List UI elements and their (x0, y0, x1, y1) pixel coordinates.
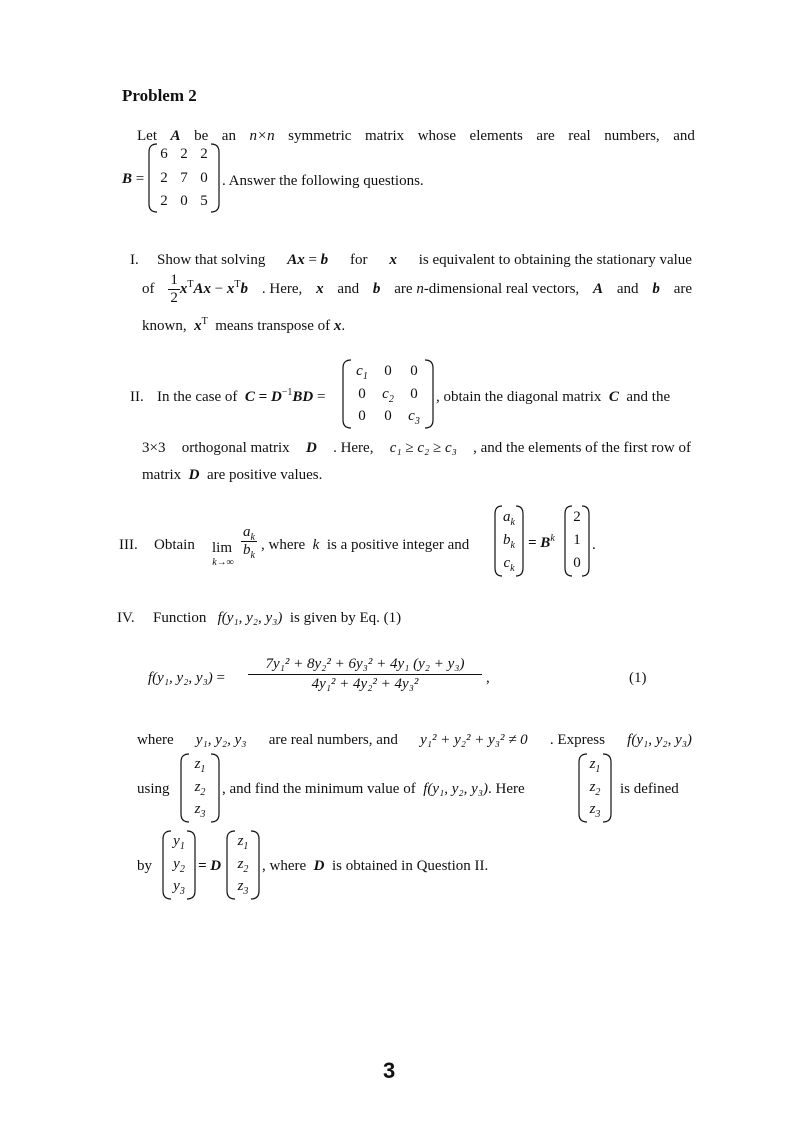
q4-roman: IV. (117, 610, 135, 626)
equation-denominator: 4y₁² + 4y₂² + 4y₃² (311, 676, 419, 692)
vector-abc (494, 504, 524, 578)
matrix-cell: 0 (384, 408, 392, 424)
q2-lhs: In the case of $C = D^{-1}BD$ = (157, 387, 326, 405)
vector-z-2 (578, 752, 612, 824)
q4-where-d: , where D is obtained in Question II. (262, 858, 489, 874)
matrix-cell: 7 (180, 170, 188, 186)
matrix-cell: 0 (358, 386, 366, 402)
vector-210 (564, 504, 590, 578)
q4-intro: Function f(y₁, y₂, y₃) is given by Eq. (1) (153, 610, 402, 626)
q2-line3: matrix D are positive values. (142, 467, 323, 483)
vector-entry: $z_1$ (237, 833, 249, 852)
vector-entry: $y_2$ (173, 856, 185, 875)
equation-comma: , (486, 670, 490, 686)
q4-defined: is defined (620, 781, 679, 797)
q3-eq-b: = $B^k$ (528, 533, 555, 551)
equation-number: (1) (629, 670, 647, 686)
matrix-b (148, 142, 220, 214)
q2-roman: II. (130, 389, 144, 405)
vector-y (162, 829, 196, 901)
q2-line2: 3×3 orthogonal matrix D . Here, c₁ ≥ c₂ ≥ c₃ , and the elements of the first row of (142, 440, 691, 456)
word: be (194, 128, 209, 144)
matrix-cell: $c_1$ (356, 363, 368, 382)
problem-heading: Problem 2 (122, 86, 197, 105)
q4-by: by (137, 858, 152, 874)
vector-z (180, 752, 220, 824)
page-number: 3 (383, 1058, 396, 1083)
vector-z-3 (226, 829, 260, 901)
vector-entry: $z_3$ (194, 801, 206, 820)
matrix-a-symbol: A (170, 128, 181, 144)
limit-operator: lim (211, 540, 232, 556)
vector-entry: $c_k$ (503, 555, 515, 574)
word: an (221, 128, 236, 144)
word: elements (469, 128, 523, 144)
matrix-b-label: B = (122, 171, 145, 187)
vector-entry: $a_k$ (503, 509, 515, 528)
q3-period: . (592, 537, 596, 553)
matrix-cell: 2 (180, 146, 188, 162)
intro-answer-text: . Answer the following questions. (222, 173, 424, 189)
word: real (568, 128, 591, 144)
matrix-cell: $c_2$ (382, 386, 394, 405)
equation-lhs: f(y₁, y₂, y₃) = (148, 670, 225, 686)
equation-numerator: 7y₁² + 8y₂² + 6y₃² + 4y₁ (y₂ + y₃) (248, 656, 482, 675)
q1-line3: known, $x^T$ means transpose of x. (142, 316, 346, 334)
matrix-cell: 0 (410, 386, 418, 402)
q4-find: , and find the minimum value of f(y₁, y₂, y₃). Here (222, 781, 525, 797)
equation-fraction (248, 656, 482, 693)
matrix-cell: 2 (200, 146, 208, 162)
matrix-cell: 2 (160, 193, 168, 209)
q3-obtain: Obtain (154, 537, 195, 553)
vector-entry: $z_1$ (589, 756, 601, 775)
word: numbers, (604, 128, 660, 144)
matrix-c (342, 358, 434, 430)
q3-tail: , where k is a positive integer and (261, 537, 470, 553)
vector-entry: $z_3$ (237, 878, 249, 897)
vector-entry: 0 (573, 555, 581, 571)
word: Let (137, 128, 157, 144)
q4-using: using (137, 781, 170, 797)
vector-entry: $z_2$ (589, 779, 601, 798)
matrix-cell: 0 (200, 170, 208, 186)
word: symmetric (288, 128, 352, 144)
half-fraction: $\frac{1}{2}$ (170, 272, 178, 306)
q4-where-line: where y₁, y₂, y₃ are real numbers, and y₁² + y₂² + y₃² ≠ 0 . Express f(y₁, y₂, y₃) (137, 732, 692, 748)
matrix-cell: 0 (384, 363, 392, 379)
limit-subscript: k→∞ (212, 557, 234, 568)
matrix-cell: $c_3$ (408, 408, 420, 427)
vector-entry: $z_3$ (589, 801, 601, 820)
q2-tail: , obtain the diagonal matrix C and the (436, 389, 671, 405)
vector-entry: $b_k$ (503, 532, 515, 551)
vector-entry: $z_2$ (194, 779, 206, 798)
word: matrix (365, 128, 405, 144)
q1-line2: of $\frac{1}{2}$ $x^TAx - x^Tb$ . Here, x and b are n-dimensional real vectors, A and b are (142, 272, 692, 306)
limit-fraction: $\frac{a_k}{b_k}$ (243, 524, 255, 561)
q3-roman: III. (119, 537, 138, 553)
matrix-cell: 5 (200, 193, 208, 209)
vector-entry: $z_2$ (237, 856, 249, 875)
matrix-cell: 6 (160, 146, 168, 162)
vector-entry: $y_3$ (173, 878, 185, 897)
vector-entry: $y_1$ (173, 833, 185, 852)
matrix-cell: 0 (410, 363, 418, 379)
q4-eq-d: = D (198, 858, 222, 874)
matrix-cell: 2 (160, 170, 168, 186)
word: are (536, 128, 555, 144)
dimension: n×n (249, 128, 275, 144)
word: whose (417, 128, 457, 144)
q1-line1: Show that solving Ax = b for x is equivalent to obtaining the stationary value (157, 252, 692, 268)
word: and (673, 128, 695, 144)
vector-entry: 2 (573, 509, 581, 525)
matrix-cell: 0 (180, 193, 188, 209)
matrix-cell: 0 (358, 408, 366, 424)
q1-roman: I. (130, 252, 139, 268)
vector-entry: $z_1$ (194, 756, 206, 775)
intro-line (137, 128, 695, 145)
vector-entry: 1 (573, 532, 581, 548)
